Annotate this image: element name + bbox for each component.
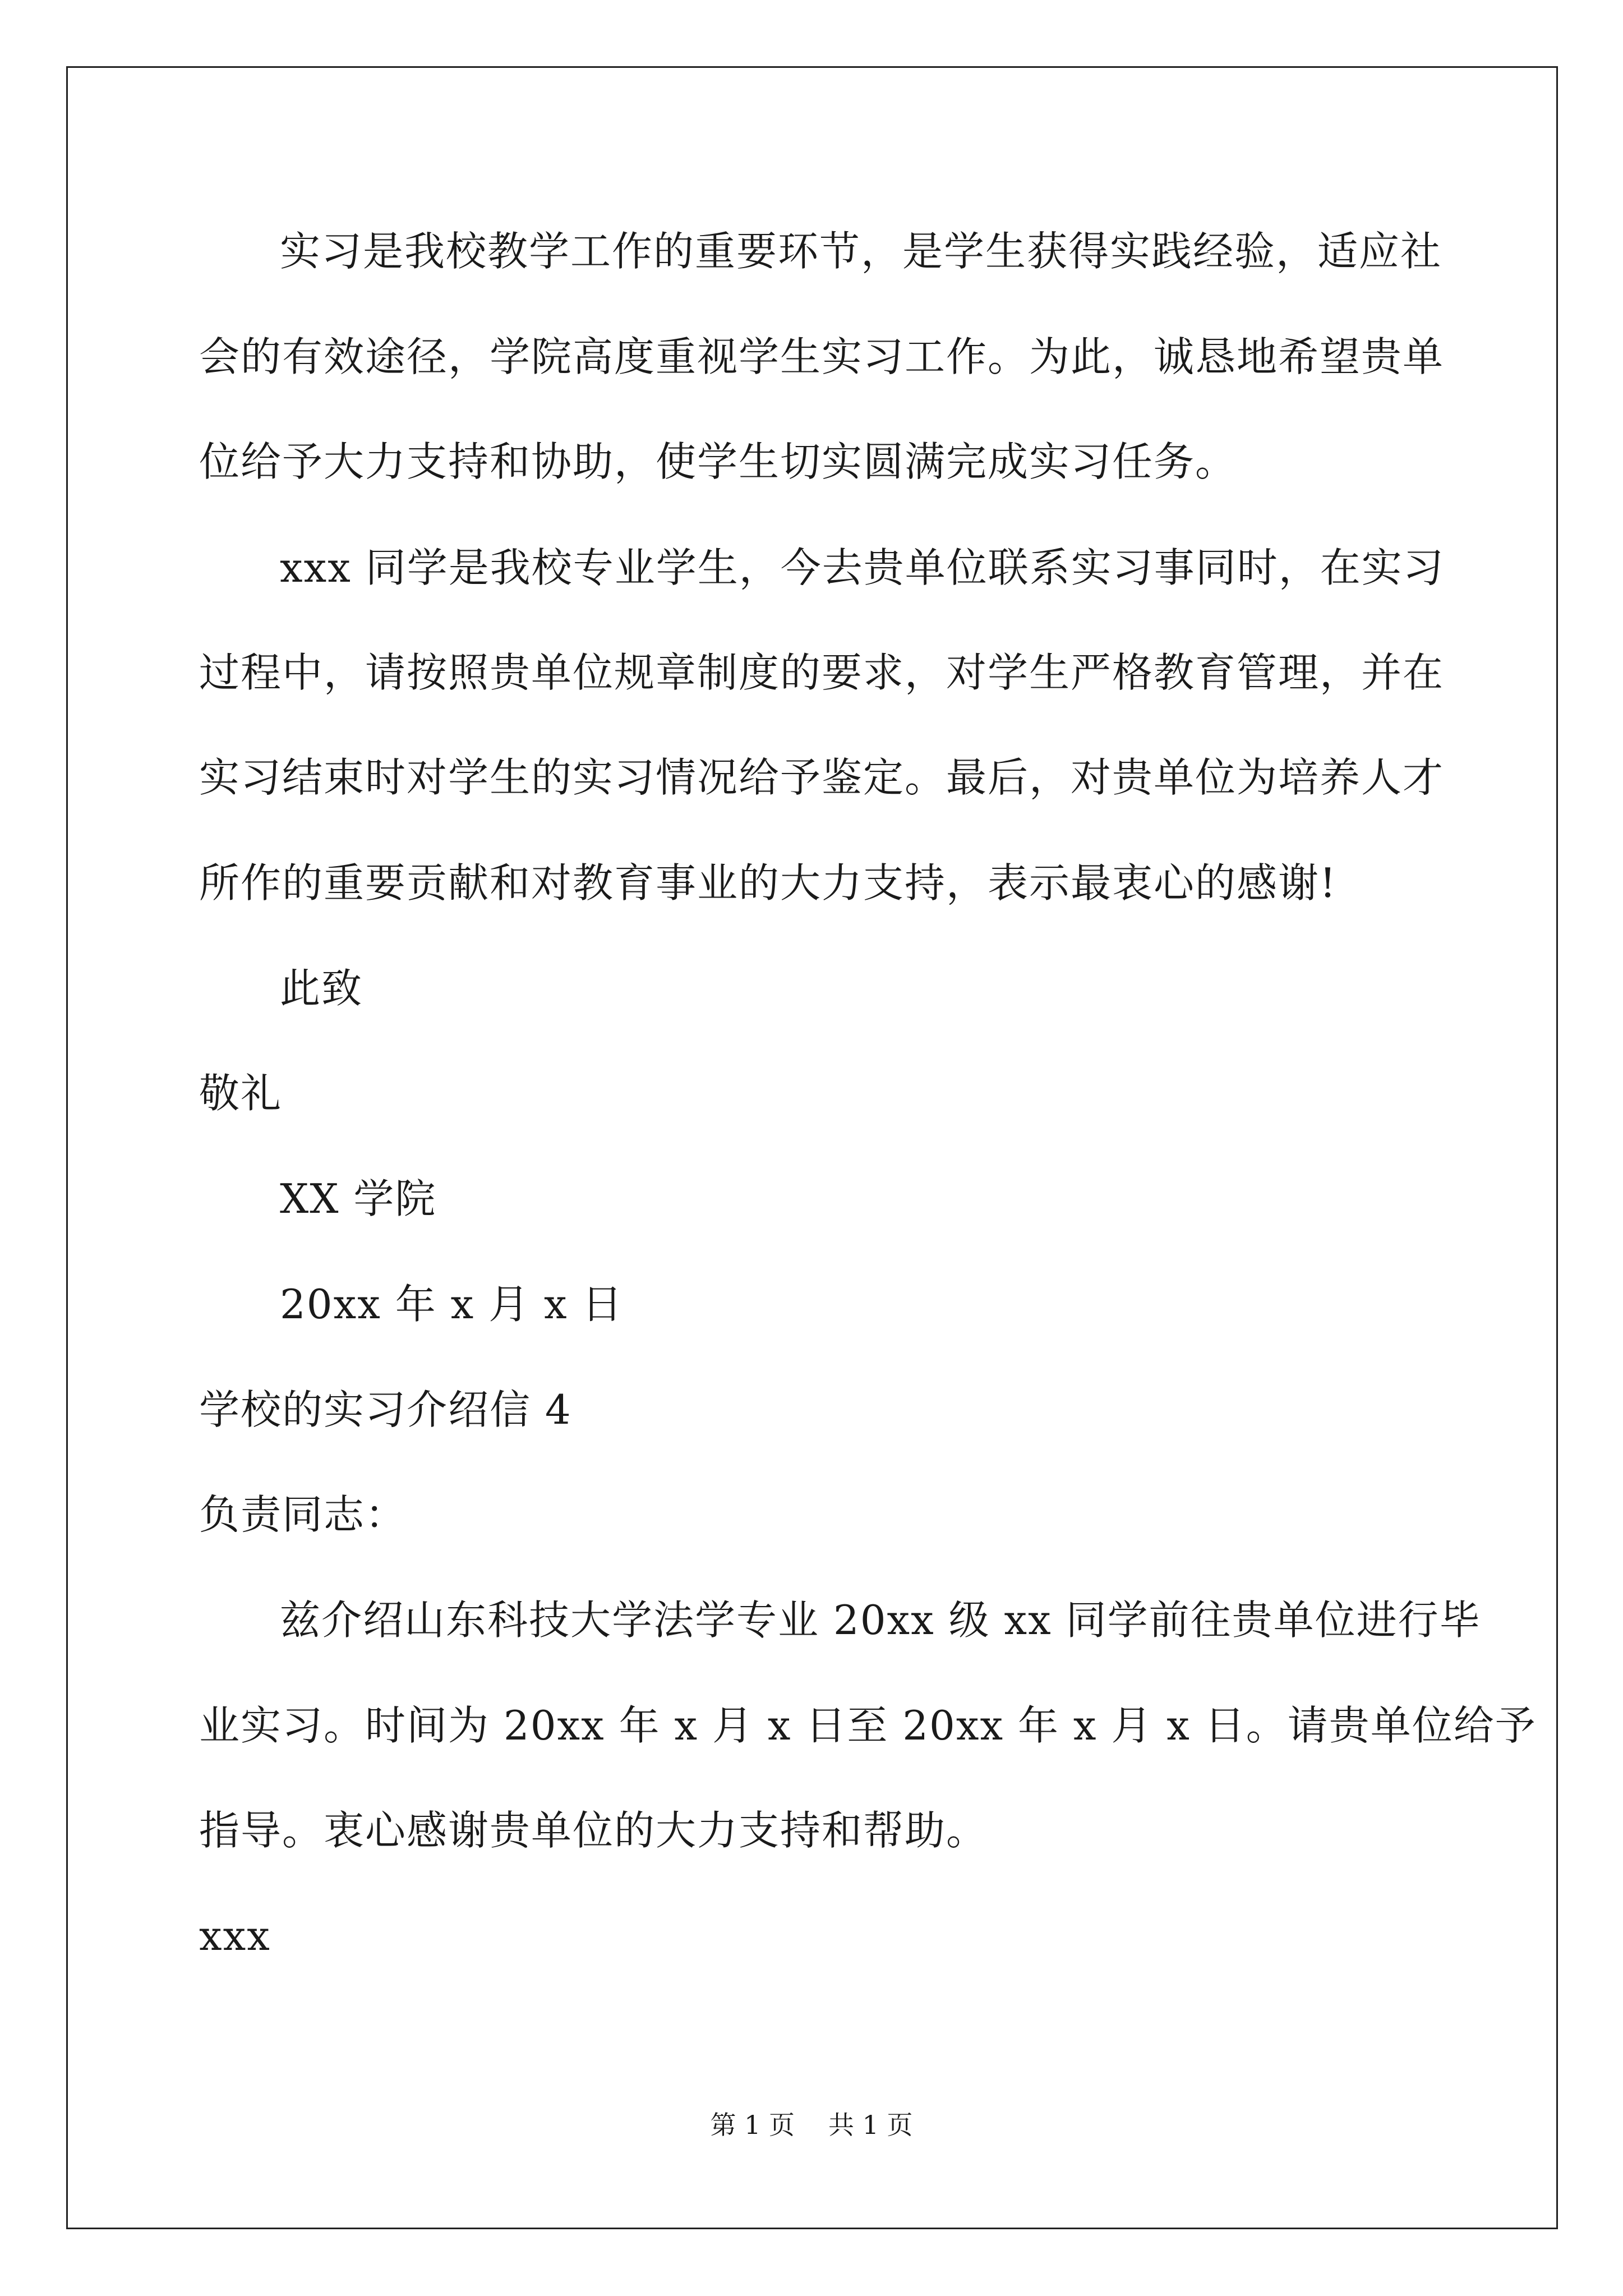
signature-institution: XX 学院: [280, 1175, 437, 1222]
page-total: 共 1 页: [828, 2110, 913, 2140]
paragraph-line: 所作的重要贡献和对教育事业的大力支持，表示最衷心的感谢!: [199, 859, 1337, 907]
paragraph-line: 业实习。时间为 20xx 年 x 月 x 日至 20xx 年 x 月 x 日。请贵单位给予: [199, 1702, 1537, 1749]
paragraph-line: 指导。衷心感谢贵单位的大力支持和帮助。: [199, 1807, 988, 1854]
greeting: 负责同志：: [199, 1491, 407, 1538]
paragraph-line: xxx 同学是我校专业学生，今去贵单位联系实习事同时，在实习: [280, 544, 1445, 591]
page-footer: [0, 2112, 1623, 2138]
signature-date: 20xx 年 x 月 x 日: [280, 1281, 624, 1328]
paragraph-line: 位给予大力支持和协助，使学生切实圆满完成实习任务。: [199, 438, 1237, 485]
section-title: 学校的实习介绍信 4: [199, 1386, 572, 1433]
page-border: [66, 66, 1558, 2229]
paragraph-line: 实习结束时对学生的实习情况给予鉴定。最后，对贵单位为培养人才: [199, 754, 1445, 801]
page-number: 第 1 页: [710, 2110, 795, 2140]
paragraph-line: 兹介绍山东科技大学法学专业 20xx 级 xx 同学前往贵单位进行毕: [280, 1596, 1481, 1644]
closing-salutation: 此致: [280, 965, 363, 1012]
paragraph-line: 过程中，请按照贵单位规章制度的要求，对学生严格教育管理，并在: [199, 649, 1445, 696]
paragraph-line: 实习是我校教学工作的重要环节，是学生获得实践经验，适应社: [280, 228, 1442, 275]
closing-regards: 敬礼: [199, 1070, 283, 1117]
signature-name: xxx: [199, 1912, 271, 1959]
paragraph-line: 会的有效途径，学院高度重视学生实习工作。为此，诚恳地希望贵单: [199, 333, 1445, 380]
